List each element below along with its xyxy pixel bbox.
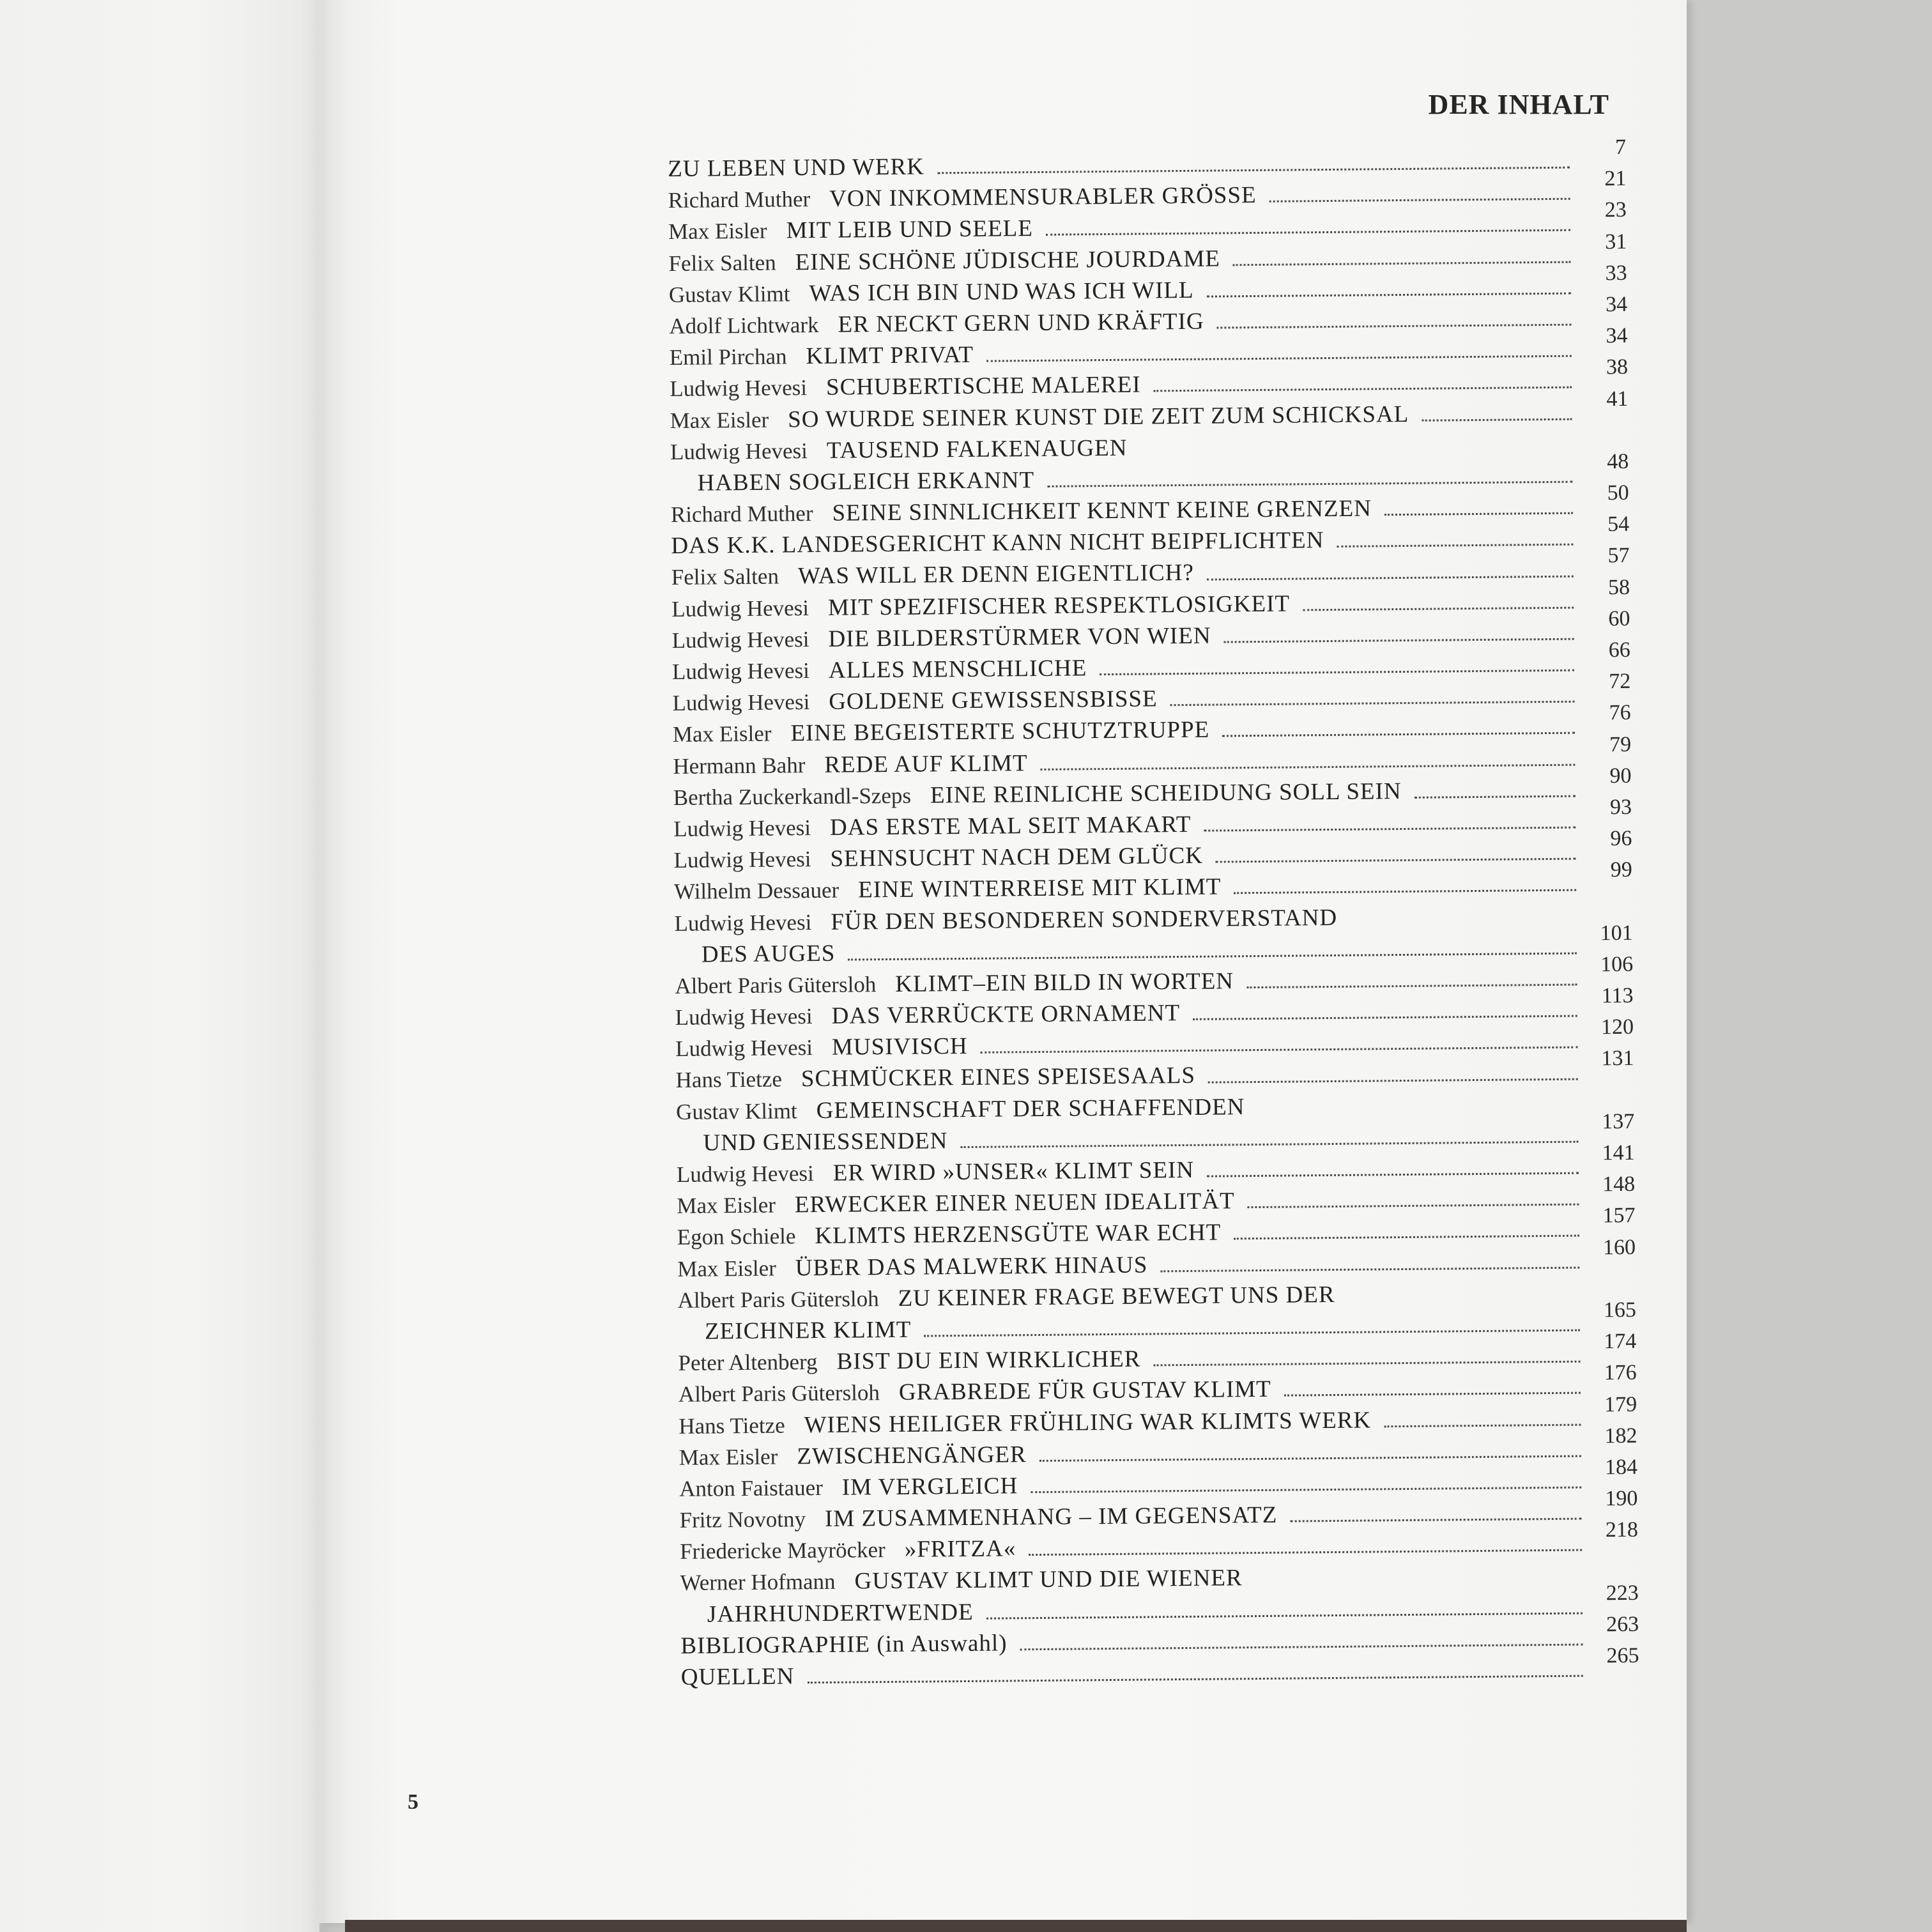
toc-title: WAS ICH BIN UND WAS ICH WILL (809, 277, 1194, 307)
toc-author: Fritz Novotny (679, 1506, 806, 1533)
toc-title-continued: UND GENIESSENDEN (703, 1128, 948, 1156)
toc-author: Ludwig Hevesi (673, 815, 811, 841)
toc-title: WAS WILL ER DENN EIGENTLICH? (797, 560, 1195, 590)
toc-author: Ludwig Hevesi (672, 689, 810, 716)
dot-leader (1047, 481, 1572, 487)
dot-leader (1337, 544, 1573, 548)
dot-leader (1233, 261, 1571, 266)
toc-author: Ludwig Hevesi (671, 626, 809, 653)
toc-title: VON INKOMMENSURABLER GRÖSSE (829, 182, 1257, 212)
toc-title: GRABREDE FÜR GUSTAV KLIMT (898, 1376, 1271, 1406)
book-bottom-edge (345, 1920, 1687, 1932)
toc-title-continued: DES AUGES (701, 940, 836, 968)
toc-title: FÜR DEN BESONDEREN SONDERVERSTAND (831, 904, 1338, 935)
dot-leader (848, 952, 1577, 960)
toc-page-number: 101 (1600, 921, 1633, 945)
toc-author: Wilhelm Dessauer (673, 878, 839, 905)
toc-author: Friedericke Mayröcker (679, 1537, 885, 1565)
toc-title: EINE SCHÖNE JÜDISCHE JOURDAME (795, 245, 1221, 275)
toc-title: EINE WINTERREISE MIT KLIMT (857, 873, 1222, 903)
dot-leader (1284, 1392, 1581, 1397)
toc-page-number: 160 (1602, 1235, 1636, 1259)
toc-page-number: 265 (1606, 1643, 1639, 1668)
toc-title-continued: HABEN SOGLEICH ERKANNT (697, 466, 1035, 496)
table-of-contents (668, 135, 1639, 1693)
toc-author: Albert Paris Gütersloh (678, 1380, 880, 1407)
toc-page-number: 50 (1607, 480, 1629, 505)
toc-author: Felix Salten (671, 564, 779, 590)
dot-leader (1207, 1172, 1579, 1177)
toc-page-number: 137 (1602, 1109, 1635, 1134)
toc-page-number: 60 (1608, 606, 1630, 631)
dot-leader (1154, 1361, 1581, 1367)
dot-leader (1224, 638, 1574, 643)
toc-title: GUSTAV KLIMT UND DIE WIENER (854, 1565, 1243, 1595)
toc-author: Hermann Bahr (673, 752, 806, 779)
dot-leader (1422, 418, 1572, 421)
toc-title: SCHMÜCKER EINES SPEISESAALS (801, 1062, 1196, 1092)
dot-leader (1216, 858, 1576, 863)
toc-title: KLIMTS HERZENSGÜTE WAR ECHT (815, 1219, 1222, 1250)
toc-title: GEMEINSCHAFT DER SCHAFFENDEN (816, 1093, 1245, 1124)
toc-author: Max Eisler (678, 1444, 778, 1470)
toc-title: TAUSEND FALKENAUGEN (826, 434, 1128, 464)
toc-title: MIT SPEZIFISCHER RESPEKTLOSIGKEIT (827, 590, 1291, 621)
toc-author: Egon Schiele (677, 1223, 796, 1250)
toc-author: Ludwig Hevesi (676, 1161, 814, 1187)
toc-title: ÜBER DAS MALWERK HINAUS (795, 1252, 1148, 1281)
dot-leader (1290, 1518, 1581, 1522)
toc-entry (670, 428, 1629, 499)
dot-leader (1039, 1455, 1581, 1461)
dot-leader (1031, 1487, 1581, 1494)
toc-title: REDE AUF KLIMT (824, 749, 1028, 778)
toc-title: SCHUBERTISCHE MALEREI (825, 371, 1141, 401)
toc-page-number: 23 (1604, 198, 1627, 222)
toc-page-number: 223 (1606, 1581, 1639, 1605)
page-number: 5 (408, 1790, 419, 1814)
toc-entry (676, 1087, 1635, 1158)
toc-page-number: 93 (1609, 795, 1632, 820)
toc-author: Werner Hofmann (680, 1569, 836, 1596)
toc-title: SO WURDE SEINER KUNST DIE ZEIT ZUM SCHICKSAL (788, 401, 1409, 433)
toc-author: Ludwig Hevesi (675, 1004, 813, 1031)
dot-leader (981, 1046, 1578, 1054)
toc-title: ER WIRD »UNSER« KLIMT SEIN (832, 1156, 1195, 1186)
toc-author: Ludwig Hevesi (671, 595, 809, 622)
toc-page-number: 57 (1607, 544, 1630, 568)
toc-author: Hans Tietze (678, 1412, 785, 1439)
dot-leader (1100, 670, 1574, 675)
toc-page-number: 263 (1606, 1612, 1639, 1637)
toc-page-number: 148 (1602, 1172, 1636, 1197)
toc-page-number: 66 (1608, 638, 1631, 663)
toc-author: Ludwig Hevesi (673, 847, 811, 873)
dot-leader (924, 1330, 1580, 1337)
dot-leader (1217, 324, 1572, 329)
toc-page-number: 174 (1604, 1329, 1637, 1354)
toc-title: DAS ERSTE MAL SEIT MAKART (829, 811, 1192, 841)
dot-leader (986, 1612, 1583, 1619)
toc-page-number: 157 (1602, 1204, 1636, 1228)
toc-title: SEHNSUCHT NACH DEM GLÜCK (830, 842, 1204, 872)
dot-leader (1207, 293, 1571, 298)
toc-title: ZWISCHENGÄNGER (797, 1441, 1027, 1469)
toc-title: KLIMT PRIVAT (806, 341, 974, 370)
dot-leader (1041, 763, 1575, 770)
toc-author: Ludwig Hevesi (675, 1035, 813, 1062)
toc-page-number: 21 (1604, 167, 1627, 191)
toc-author: Max Eisler (672, 721, 772, 747)
dot-leader (986, 355, 1572, 362)
toc-author: Gustav Klimt (675, 1098, 797, 1124)
toc-title: MIT LEIB UND SEELE (786, 215, 1034, 244)
toc-page-number: 184 (1604, 1455, 1638, 1480)
dot-leader (1029, 1549, 1582, 1556)
dot-leader (1154, 387, 1572, 392)
toc-author: Felix Salten (668, 250, 776, 276)
toc-entry (677, 1276, 1636, 1347)
toc-title: DAS K.K. LANDESGERICHT KANN NICHT BEIPFLICHTEN (671, 527, 1324, 560)
toc-author: Max Eisler (677, 1255, 776, 1282)
toc-title: GOLDENE GEWISSENSBISSE (829, 686, 1158, 716)
toc-page-number: 99 (1610, 858, 1633, 882)
toc-author: Bertha Zuckerkandl-Szeps (673, 783, 912, 810)
dot-leader (1170, 701, 1575, 707)
toc-page-number: 34 (1606, 324, 1628, 348)
toc-page-number: 90 (1609, 763, 1632, 788)
page-heading: DER INHALT (1428, 89, 1609, 120)
toc-title: QUELLEN (680, 1663, 795, 1690)
toc-title: ZU LEBEN UND WERK (668, 153, 925, 182)
dot-leader (1248, 1204, 1579, 1209)
toc-page-number: 131 (1601, 1046, 1634, 1071)
toc-title-continued: ZEICHNER KLIMT (704, 1316, 912, 1345)
toc-author: Anton Faistauer (679, 1475, 823, 1501)
toc-title: DIE BILDERSTÜRMER VON WIEN (828, 622, 1211, 652)
toc-page-number: 96 (1610, 826, 1632, 851)
toc-page-number: 38 (1606, 355, 1629, 379)
toc-author: Ludwig Hevesi (670, 438, 808, 464)
toc-title: WIENS HEILIGER FRÜHLING WAR KLIMTS WERK (804, 1406, 1372, 1438)
toc-page-number: 106 (1600, 952, 1634, 977)
toc-author: Ludwig Hevesi (670, 375, 808, 402)
toc-author: Emil Pirchan (669, 344, 787, 371)
dot-leader (1384, 512, 1573, 516)
toc-page-number: 41 (1606, 387, 1629, 411)
toc-author: Albert Paris Gütersloh (675, 972, 877, 999)
toc-author: Richard Muther (668, 187, 811, 213)
dot-leader (1160, 1266, 1579, 1272)
toc-page-number: 79 (1609, 732, 1632, 756)
toc-page-number: 179 (1604, 1392, 1637, 1416)
book-gutter-shadow (300, 0, 351, 1932)
toc-author: Ludwig Hevesi (674, 909, 812, 936)
dot-leader (1222, 732, 1575, 737)
toc-page-number: 120 (1600, 1015, 1634, 1039)
toc-page-number: 72 (1609, 670, 1631, 694)
toc-title: BIST DU EIN WIRKLICHER (836, 1346, 1141, 1375)
toc-title-continued: JAHRHUNDERTWENDE (707, 1598, 974, 1628)
toc-page-number: 48 (1607, 449, 1629, 474)
toc-page-number: 190 (1605, 1486, 1638, 1511)
toc-title: KLIMT–EIN BILD IN WORTEN (895, 968, 1234, 997)
toc-page-number: 34 (1605, 292, 1628, 317)
toc-page-number: 33 (1605, 261, 1627, 285)
toc-author: Max Eisler (670, 407, 769, 433)
left-facing-page (0, 0, 319, 1932)
dot-leader (937, 167, 1570, 174)
toc-author: Peter Altenberg (678, 1349, 818, 1376)
toc-page-number: 141 (1602, 1140, 1635, 1165)
dot-leader (1020, 1643, 1583, 1650)
dot-leader (1234, 889, 1576, 894)
toc-page-number: 58 (1607, 575, 1630, 599)
toc-author: Richard Muther (670, 501, 813, 528)
toc-title: IM VERGLEICH (841, 1473, 1018, 1501)
toc-title: MUSIVISCH (831, 1033, 968, 1061)
toc-page-number: 76 (1609, 701, 1631, 725)
dot-leader (1193, 1015, 1577, 1020)
toc-page-number: 7 (1614, 135, 1627, 160)
dot-leader (960, 1141, 1578, 1148)
toc-author: Adolf Lichtwark (669, 312, 819, 339)
dot-leader (1208, 1078, 1578, 1083)
dot-leader (1204, 827, 1576, 832)
toc-title: DAS VERRÜCKTE ORNAMENT (831, 1000, 1181, 1029)
dot-leader (1246, 984, 1577, 989)
dot-leader (1414, 795, 1575, 798)
toc-page-number: 182 (1604, 1423, 1637, 1448)
toc-title: ERWECKER EINER NEUEN IDEALITÄT (794, 1188, 1235, 1218)
toc-page-number: 218 (1605, 1518, 1639, 1542)
toc-page-number: 31 (1605, 229, 1627, 254)
toc-author: Max Eisler (668, 218, 767, 245)
dot-leader (1234, 1235, 1579, 1240)
toc-title: ER NECKT GERN UND KRÄFTIG (838, 308, 1204, 338)
dot-leader (1046, 229, 1570, 236)
toc-page-number: 54 (1607, 512, 1630, 537)
dot-leader (1207, 575, 1574, 580)
toc-page-number: 113 (1601, 983, 1634, 1008)
toc-title: EINE BEGEISTERTE SCHUTZTRUPPE (790, 717, 1210, 747)
toc-author: Max Eisler (677, 1192, 776, 1219)
toc-title: ZU KEINER FRAGE BEWEGT UNS DER (898, 1281, 1335, 1312)
toc-author: Gustav Klimt (668, 281, 790, 307)
toc-title: SEINE SINNLICHKEIT KENNT KEINE GRENZEN (832, 495, 1372, 526)
toc-author: Ludwig Hevesi (671, 658, 810, 684)
toc-title: IM ZUSAMMENHANG – IM GEGENSATZ (824, 1501, 1278, 1532)
toc-page-number: 165 (1603, 1298, 1637, 1322)
toc-author: Albert Paris Gütersloh (677, 1285, 879, 1313)
toc-title: BIBLIOGRAPHIE (in Auswahl) (680, 1630, 1008, 1659)
dot-leader (1269, 198, 1570, 203)
dot-leader (807, 1675, 1583, 1684)
toc-title: »FRITZA« (904, 1535, 1016, 1563)
toc-author: Hans Tietze (675, 1066, 783, 1093)
dot-leader (1384, 1423, 1581, 1427)
toc-entry (680, 1559, 1639, 1630)
dot-leader (1303, 606, 1574, 611)
toc-entry (674, 899, 1633, 970)
toc-title: EINE REINLICHE SCHEIDUNG SOLL SEIN (930, 778, 1402, 809)
toc-page-number: 176 (1604, 1361, 1637, 1385)
toc-title: ALLES MENSCHLICHE (828, 655, 1087, 684)
